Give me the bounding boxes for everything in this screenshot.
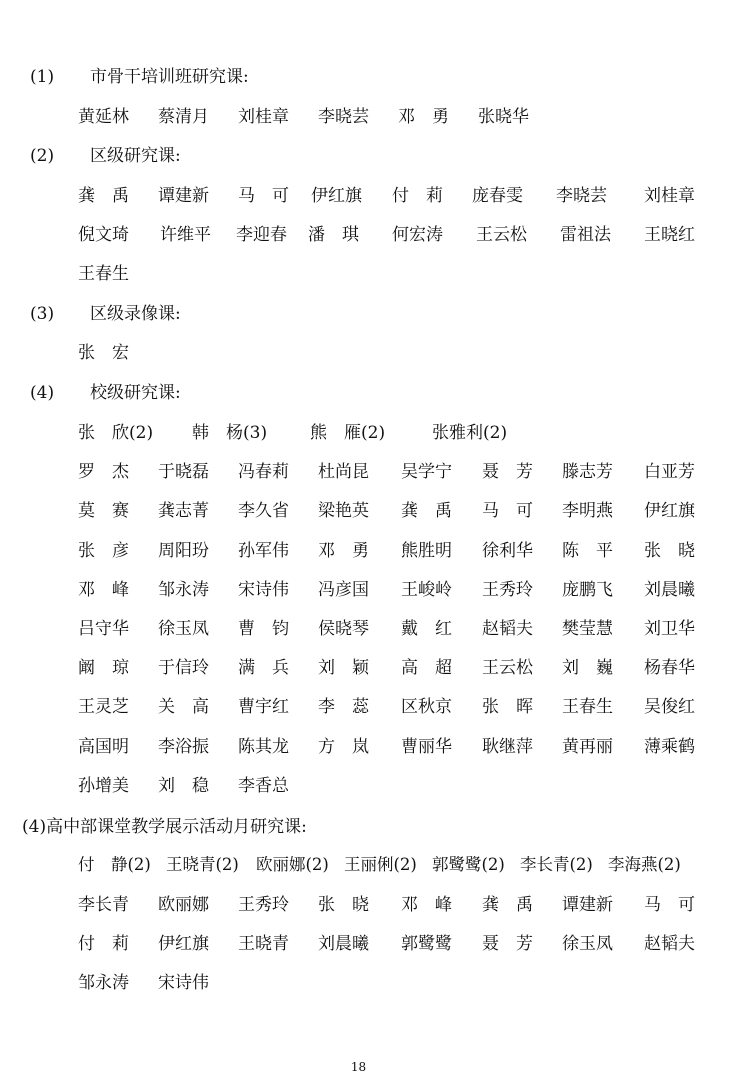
name-cell: 李晓芸 [318, 107, 369, 127]
name-cell: 罗 杰 [78, 462, 129, 482]
name-cell: 龚 禹 [482, 895, 533, 915]
name-cell: 倪文琦 [78, 225, 129, 245]
name-cell: 李晓芸 [556, 186, 607, 206]
name-cell: 宋诗伟 [238, 580, 289, 600]
name-cell: 樊莹慧 [562, 619, 613, 639]
name-cell: 周阳玢 [158, 541, 209, 561]
name-cell: 郭鹭鹭(2) [432, 855, 505, 874]
name-cell: 王春生 [562, 697, 613, 717]
name-cell: 区秋京 [401, 697, 452, 717]
name-cell: 邓 峰 [78, 580, 129, 600]
name-cell: 欧丽娜 [158, 895, 209, 915]
name-cell: 邓 峰 [401, 895, 452, 915]
name-cell: 张 晓 [644, 541, 695, 561]
name-cell: 李长青(2) [520, 855, 593, 874]
name-cell: 孙增美 [78, 776, 129, 796]
name-cell: 戴 红 [401, 619, 452, 639]
name-cell: 刘卫华 [644, 619, 695, 639]
name-cell: 陈其龙 [238, 737, 289, 757]
name-cell: 冯彦国 [318, 580, 369, 600]
name-cell: 龚 禹 [401, 501, 452, 521]
name-cell: 熊胜明 [401, 541, 452, 561]
name-cell: 王晓红 [644, 225, 695, 245]
name-cell: 邹永涛 [158, 580, 209, 600]
name-cell: 李海燕(2) [608, 855, 681, 874]
name-cell: 刘 稳 [158, 776, 209, 796]
name-cell: 方 岚 [318, 737, 369, 757]
name-cell: 付 莉 [392, 186, 443, 206]
name-cell: 徐利华 [482, 541, 533, 561]
name-cell: 伊红旗 [311, 186, 362, 206]
name-cell: 冯春莉 [238, 462, 289, 482]
section-3-number: (3) [30, 304, 55, 324]
name-cell: 蔡清月 [158, 107, 209, 127]
section-5-heading [22, 814, 307, 840]
name-cell: 曹 钧 [238, 619, 289, 639]
name-cell: 张晓华 [478, 107, 529, 127]
name-cell: 何宏涛 [392, 225, 443, 245]
name-cell: 马 可 [482, 501, 533, 521]
name-cell: 赵韬夫 [644, 934, 695, 954]
name-cell: 白亚芳 [644, 462, 695, 482]
name-cell: 庞春雯 [472, 186, 523, 206]
name-cell: 黄延林 [78, 107, 129, 127]
section-4-title: 校级研究课: [90, 383, 181, 403]
name-cell: 侯晓琴 [318, 619, 369, 639]
name-cell: 邹永涛 [78, 973, 129, 993]
name-cell: 于晓磊 [158, 462, 209, 482]
name-cell: 黄再丽 [562, 737, 613, 757]
name-cell: 王春生 [78, 264, 129, 284]
name-cell: 刘 颖 [318, 658, 369, 678]
name-cell: 吴俊红 [644, 697, 695, 717]
name-cell: 马 可 [238, 186, 289, 206]
name-cell: 张雅利(2) [432, 423, 508, 443]
section-5-title: 高中部课堂教学展示活动月研究课: [46, 817, 307, 837]
name-cell: 谭建新 [562, 895, 613, 915]
name-cell: 曹丽华 [401, 737, 452, 757]
name-cell: 李明燕 [562, 501, 613, 521]
name-cell: 高 超 [401, 658, 452, 678]
name-cell: 曹宇红 [238, 697, 289, 717]
name-cell: 刘桂章 [238, 107, 289, 127]
name-cell: 李 蕊 [318, 697, 369, 717]
name-cell: 杨春华 [644, 658, 695, 678]
section-3-title: 区级录像课: [90, 304, 181, 324]
name-cell: 孙军伟 [238, 541, 289, 561]
section-1-heading [30, 64, 249, 90]
name-cell: 王秀玲 [238, 895, 289, 915]
name-cell: 李迎春 [236, 225, 287, 245]
section-4-heading [30, 380, 181, 406]
name-cell: 王晓青(2) [166, 855, 239, 874]
name-cell: 王云松 [482, 658, 533, 678]
name-cell: 熊 雁(2) [310, 423, 386, 443]
name-cell: 雷祖法 [560, 225, 611, 245]
section-2-heading [30, 143, 181, 169]
section-2-number: (2) [30, 146, 55, 166]
name-cell: 庞鹏飞 [562, 580, 613, 600]
name-cell: 刘桂章 [644, 186, 695, 206]
name-cell: 李浴振 [158, 737, 209, 757]
name-cell: 刘晨曦 [644, 580, 695, 600]
name-cell: 龚 禹 [78, 186, 129, 206]
name-cell: 王晓青 [238, 934, 289, 954]
name-cell: 于信玲 [158, 658, 209, 678]
name-cell: 吕守华 [78, 619, 129, 639]
name-cell: 徐玉凤 [562, 934, 613, 954]
name-cell: 聂 芳 [482, 462, 533, 482]
name-cell: 徐玉凤 [158, 619, 209, 639]
name-cell: 王灵芝 [78, 697, 129, 717]
name-cell: 陈 平 [562, 541, 613, 561]
section-5-number: (4) [22, 817, 47, 837]
name-cell: 张 欣(2) [78, 423, 154, 443]
name-cell: 龚志菁 [158, 501, 209, 521]
name-cell: 潘 琪 [308, 225, 359, 245]
name-cell: 刘 巍 [562, 658, 613, 678]
name-cell: 高国明 [78, 737, 129, 757]
name-cell: 张 晖 [482, 697, 533, 717]
name-cell: 邓 勇 [318, 541, 369, 561]
name-cell: 张 晓 [318, 895, 369, 915]
name-cell: 付 莉 [78, 934, 129, 954]
name-cell: 满 兵 [238, 658, 289, 678]
section-1-number: (1) [30, 67, 55, 87]
name-cell: 马 可 [644, 895, 695, 915]
section-3-heading [30, 301, 181, 327]
name-cell: 韩 杨(3) [192, 423, 268, 443]
name-cell: 郭鹭鹭 [401, 934, 452, 954]
name-cell: 付 静(2) [78, 855, 151, 874]
name-cell: 吴学宁 [401, 462, 452, 482]
name-cell: 聂 芳 [482, 934, 533, 954]
name-cell: 谭建新 [158, 186, 209, 206]
name-cell: 宋诗伟 [158, 973, 209, 993]
name-cell: 张 宏 [78, 343, 129, 363]
name-cell: 李长青 [78, 895, 129, 915]
page-number: 18 [350, 1060, 367, 1074]
name-cell: 王秀玲 [482, 580, 533, 600]
name-cell: 关 高 [158, 697, 209, 717]
name-cell: 伊红旗 [158, 934, 209, 954]
name-cell: 王峻岭 [401, 580, 452, 600]
name-cell: 耿继萍 [482, 737, 533, 757]
section-1-title: 市骨干培训班研究课: [90, 67, 249, 87]
name-cell: 滕志芳 [562, 462, 613, 482]
name-cell: 刘晨曦 [318, 934, 369, 954]
name-cell: 李香总 [238, 776, 289, 796]
name-cell: 王云松 [476, 225, 527, 245]
name-cell: 阚 琼 [78, 658, 129, 678]
section-2-title: 区级研究课: [90, 146, 181, 166]
name-cell: 张 彦 [78, 541, 129, 561]
name-cell: 薄乘鹤 [644, 737, 695, 757]
name-cell: 许维平 [160, 225, 211, 245]
name-cell: 杜尚昆 [318, 462, 369, 482]
name-cell: 伊红旗 [644, 501, 695, 521]
section-4-number: (4) [30, 383, 55, 403]
name-cell: 邓 勇 [398, 107, 449, 127]
name-cell: 莫 赛 [78, 501, 129, 521]
name-cell: 欧丽娜(2) [256, 855, 329, 874]
name-cell: 梁艳英 [318, 501, 369, 521]
name-cell: 赵韬夫 [482, 619, 533, 639]
name-cell: 李久省 [238, 501, 289, 521]
name-cell: 王丽俐(2) [344, 855, 417, 874]
